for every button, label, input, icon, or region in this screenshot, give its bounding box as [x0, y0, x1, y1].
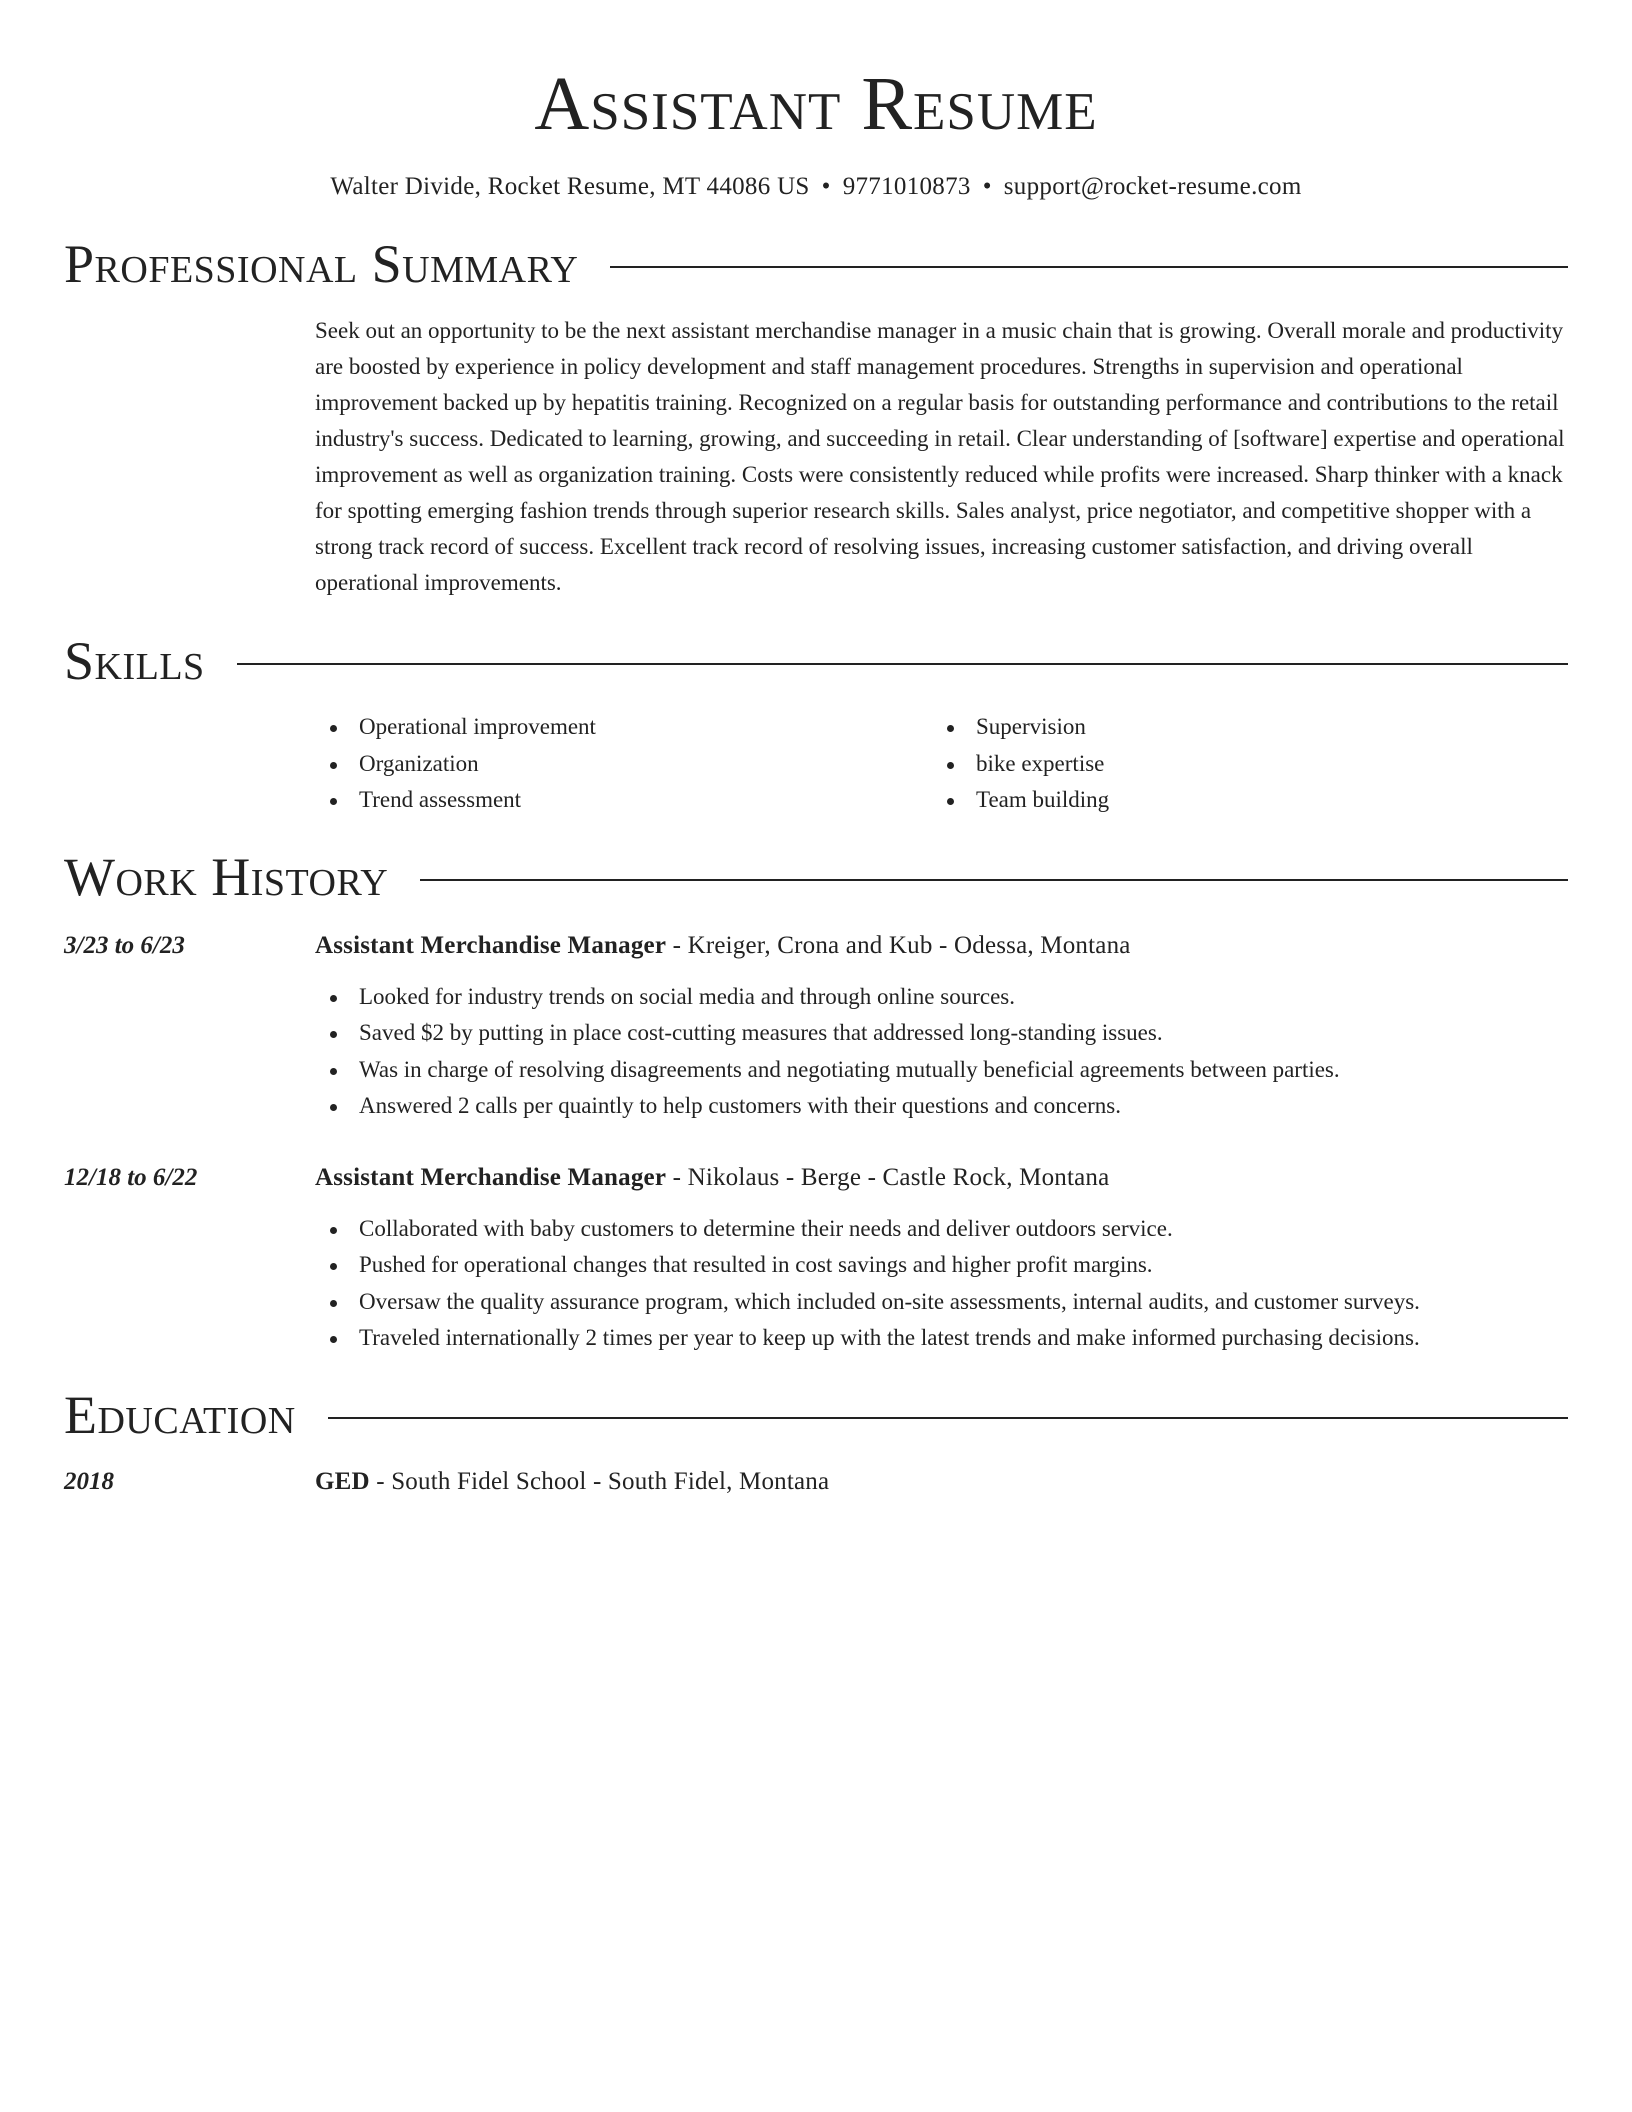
resume-title: Assistant Resume [534, 62, 1098, 146]
skills-column-left [315, 709, 932, 819]
section-divider [328, 1417, 1568, 1419]
job-position: Assistant Merchandise Manager [315, 931, 667, 959]
job-dates: 12/18 to 6/22 [64, 1163, 198, 1191]
section-divider [237, 663, 1568, 665]
education-details: - South Fidel School - South Fidel, Montana [369, 1467, 830, 1495]
skill-item: Trend assessment [315, 782, 932, 819]
education-degree: GED [315, 1467, 370, 1495]
job-body [315, 1161, 1568, 1357]
job-bullet: Oversaw the quality assurance program, which included on-site assessments, internal audits, and customer surveys. [315, 1284, 1568, 1321]
job-entry [64, 929, 1568, 1125]
summary-section-title: Professional Summary [64, 234, 579, 294]
job-heading [315, 1161, 1568, 1195]
skill-item: Supervision [932, 709, 1549, 746]
contact-phone: 9771010873 [842, 173, 971, 200]
skills-section-title: Skills [64, 631, 205, 691]
education-section-title: Education [64, 1384, 296, 1445]
summary-text: Seek out an opportunity to be the next assistant merchandise manager in a music chain that is growing. Overall morale and productivity are boosted by experience in policy development and staff management procedures. Strengths in supervision and operational improvement backed up by hepatitis training. Recognized on a regular basis for outstanding performance and contributions to the retail industry's success. Dedicated to learning, growing, and succeeding in retail. Clear understanding of [software] expertise and operational improvement as well as organization training. Costs were consistently reduced while profits were increased. Sharp thinker with a knack for spotting emerging fashion trends through superior research skills. Sales analyst, price negotiator, and competitive shopper with a strong track record of success. Excellent track record of resolving issues, increasing customer satisfaction, and driving overall operational improvements. [315, 318, 1565, 595]
contact-email: support@rocket-resume.com [1003, 173, 1302, 200]
skills-section-header [64, 631, 1568, 691]
education-section-header [64, 1385, 1568, 1445]
job-dates: 3/23 to 6/23 [64, 931, 185, 959]
job-heading [315, 929, 1568, 963]
job-bullets [315, 979, 1568, 1125]
job-bullets [315, 1211, 1568, 1357]
contact-separator: • [821, 173, 831, 200]
work-section-title: Work History [64, 846, 389, 907]
section-divider [420, 879, 1568, 881]
skills-column-right [932, 709, 1549, 819]
skill-item: Operational improvement [315, 709, 932, 746]
job-bullet: Pushed for operational changes that resulted in cost savings and higher profit margins. [315, 1247, 1568, 1284]
resume-page [64, 0, 1568, 1499]
job-details: - Kreiger, Crona and Kub - Odessa, Montana [666, 931, 1131, 959]
contact-separator: • [982, 173, 992, 200]
education-entry [64, 1465, 1568, 1499]
job-body [315, 929, 1568, 1125]
summary-section-header [64, 234, 1568, 294]
education-year: 2018 [64, 1467, 114, 1495]
skill-item: bike expertise [932, 746, 1549, 783]
education-heading [315, 1465, 1568, 1499]
job-bullet: Saved $2 by putting in place cost-cutting measures that addressed long-standing issues. [315, 1015, 1568, 1052]
job-bullet: Traveled internationally 2 times per year to keep up with the latest trends and make informed purchasing decisions. [315, 1320, 1568, 1357]
job-details: - Nikolaus - Berge - Castle Rock, Montana [666, 1163, 1110, 1191]
job-bullet: Collaborated with baby customers to determine their needs and deliver outdoors service. [315, 1211, 1568, 1248]
skill-item: Team building [932, 782, 1549, 819]
skill-item: Organization [315, 746, 932, 783]
job-bullet: Was in charge of resolving disagreements and negotiating mutually beneficial agreements between parties. [315, 1052, 1568, 1089]
contact-line [64, 170, 1568, 204]
education-body [315, 1465, 1568, 1499]
job-bullet: Answered 2 calls per quaintly to help customers with their questions and concerns. [315, 1088, 1568, 1125]
skills-list [315, 709, 1568, 819]
contact-address: Walter Divide, Rocket Resume, MT 44086 US [330, 173, 810, 200]
job-bullet: Looked for industry trends on social media and through online sources. [315, 979, 1568, 1016]
job-entry [64, 1161, 1568, 1357]
job-position: Assistant Merchandise Manager [315, 1163, 667, 1191]
work-section-header [64, 847, 1568, 907]
section-divider [610, 266, 1568, 268]
